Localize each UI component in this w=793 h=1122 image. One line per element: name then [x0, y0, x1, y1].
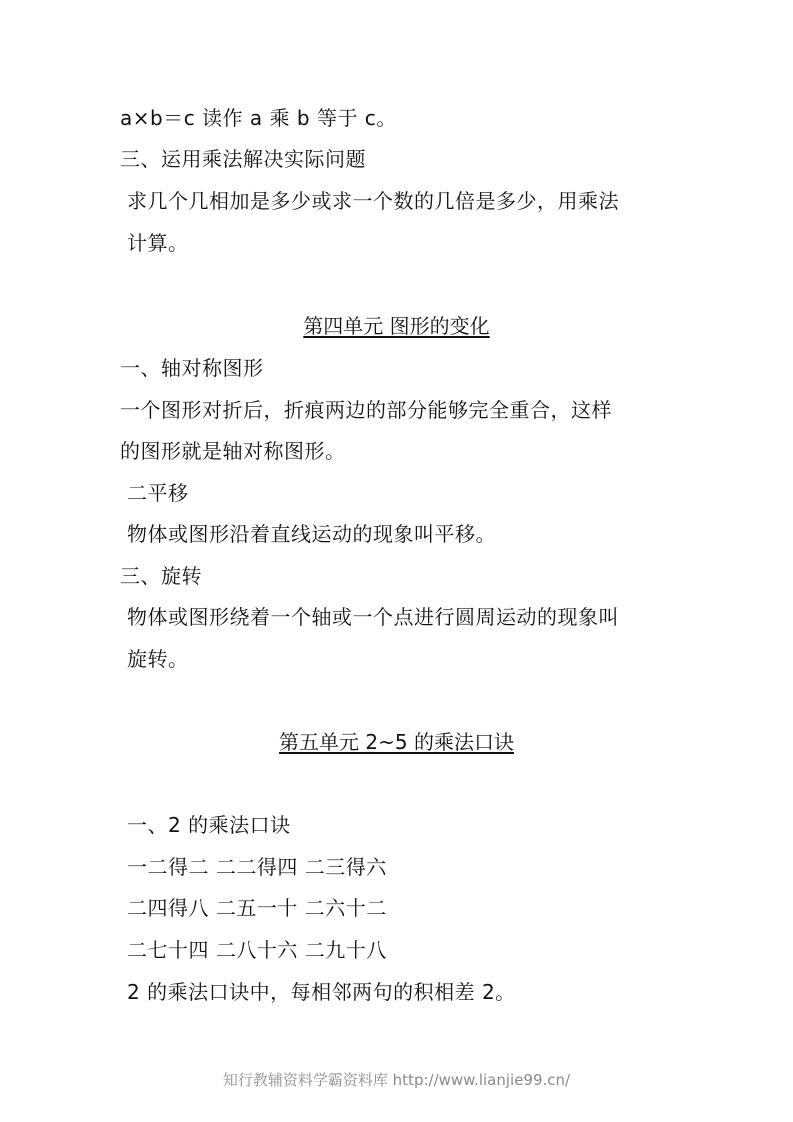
section-heading-apply-multiplication: 三、运用乘法解决实际问题 — [120, 147, 366, 171]
axial-symmetry-text-2: 的图形就是轴对称图形。 — [120, 439, 346, 463]
section-heading-translation: 二平移 — [127, 481, 189, 505]
section-heading-two-times-table: 一、2 的乘法口诀 — [127, 813, 291, 837]
two-times-table-row-2: 二四得八 二五一十 二六十二 — [127, 896, 387, 920]
two-times-table-row-3: 二七十四 二八十六 二九十八 — [127, 938, 387, 962]
section-heading-axial-symmetry: 一、轴对称图形 — [120, 356, 264, 380]
rotation-text-2: 旋转。 — [127, 647, 189, 671]
section-heading-rotation: 三、旋转 — [120, 564, 202, 588]
footer-watermark: 知行教辅资料学霸资料库 http://www.lianjie99.cn/ — [222, 1071, 571, 1089]
two-times-table-row-1: 一二得二 二二得四 二三得六 — [127, 855, 387, 879]
apply-multiplication-text-1: 求几个几相加是多少或求一个数的几倍是多少，用乘法 — [127, 189, 619, 213]
axial-symmetry-text-1: 一个图形对折后，折痕两边的部分能够完全重合，这样 — [120, 398, 612, 422]
apply-multiplication-text-2: 计算。 — [127, 231, 189, 255]
multiplication-reading-rule: a×b＝c 读作 a 乘 b 等于 c。 — [120, 106, 397, 130]
unit-four-title: 第四单元 图形的变化 — [303, 314, 490, 338]
rotation-text-1: 物体或图形绕着一个轴或一个点进行圆周运动的现象叫 — [127, 605, 619, 629]
two-times-table-summary: 2 的乘法口诀中，每相邻两句的积相差 2。 — [127, 980, 516, 1004]
translation-text: 物体或图形沿着直线运动的现象叫平移。 — [127, 522, 496, 546]
unit-five-title: 第五单元 2~5 的乘法口诀 — [279, 730, 514, 754]
